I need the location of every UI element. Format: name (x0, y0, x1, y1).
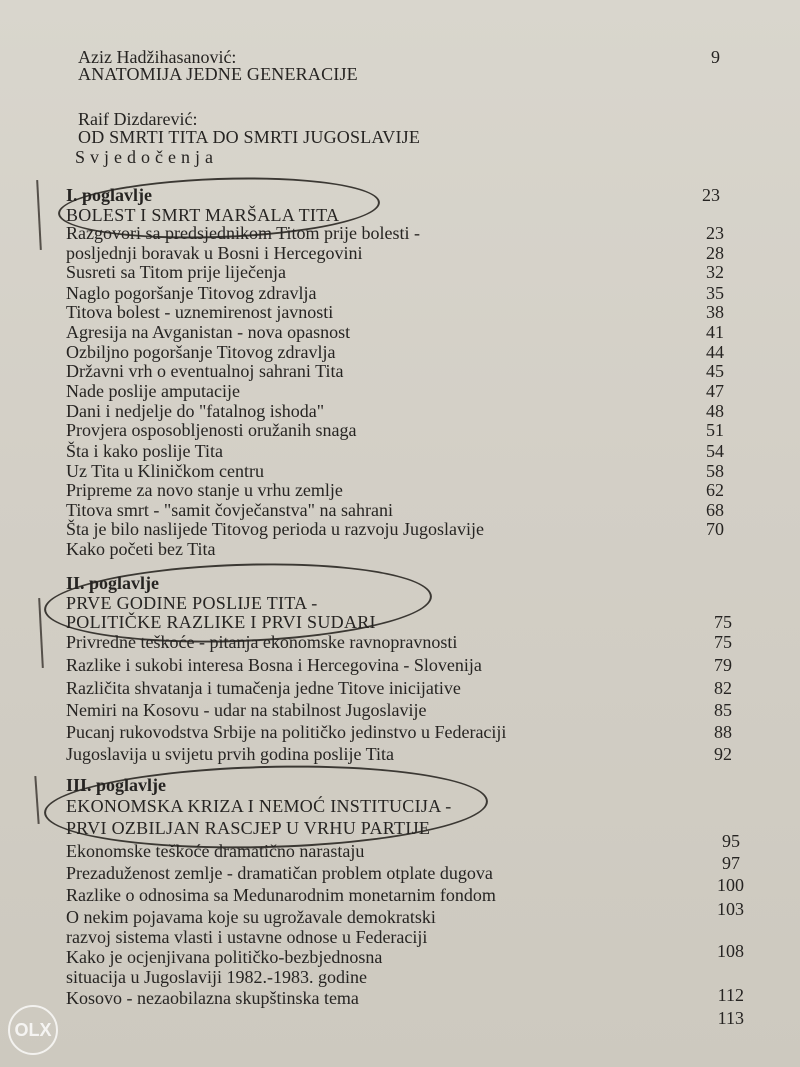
toc-entry (0, 440, 800, 462)
chapter-title (0, 795, 800, 817)
entry-text: Agresija na Avganistan - nova opasnost (66, 322, 351, 342)
entry-page: 48 (706, 401, 724, 421)
toc-entry (0, 380, 800, 402)
book-title: ANATOMIJA JEDNE GENERACIJE (78, 64, 358, 84)
page-number: 23 (702, 185, 720, 205)
entry-text: razvoj sistema vlasti i ustavne odnose u Federaciji (66, 927, 428, 947)
toc-entry (0, 699, 800, 721)
page-number: 75 (714, 612, 732, 632)
entry-text: Nade poslije amputacije (66, 381, 240, 401)
chapter-label (0, 184, 800, 206)
toc-entry (0, 538, 800, 560)
chapter-title-text: PRVI OZBILJAN RASCJEP U VRHU PARTIJE (66, 818, 431, 838)
toc-entry (0, 987, 800, 1028)
entry-page: 44 (706, 342, 724, 362)
toc-entry (0, 479, 800, 501)
entry-text: Šta je bilo naslijede Titovog perioda u razvoju Jugoslavije (66, 519, 484, 539)
entry-page: 45 (706, 361, 724, 381)
toc-entry (0, 654, 800, 676)
chapter-label-text: I. poglavlje (66, 185, 153, 205)
entry-text: Pripreme za novo stanje u vrhu zemlje (66, 480, 343, 500)
toc-line (0, 146, 800, 168)
entry-page: 112 (717, 985, 744, 1005)
entry-page: 35 (706, 283, 724, 303)
entry-text: Ozbiljno pogoršanje Titovog zdravlja (66, 342, 336, 362)
entry-page: 68 (706, 500, 724, 520)
entry-text: Susreti sa Titom prije liječenja (66, 262, 286, 282)
entry-text: Naglo pogoršanje Titovog zdravlja (66, 283, 317, 303)
toc-entry (0, 261, 800, 283)
entry-text: Uz Tita u Kliničkom centru (66, 461, 264, 481)
entry-page: 75 (714, 632, 732, 652)
entry-text: Kako je ocjenjivana političko-bezbjednosna (66, 947, 383, 967)
chapter-label (0, 774, 800, 796)
chapter-label-text: II. poglavlje (66, 573, 160, 593)
entry-page: 82 (714, 678, 732, 698)
toc-line (0, 63, 800, 85)
page-number: 95 (722, 831, 740, 851)
entry-text: Prezaduženost zemlje - dramatičan problem otplate dugova (66, 863, 493, 883)
entry-text: Nemiri na Kosovu - udar na stabilnost Jugoslavije (66, 700, 427, 720)
toc-line (0, 126, 800, 148)
book-title: OD SMRTI TITA DO SMRTI JUGOSLAVIJE (78, 127, 421, 147)
toc-entry (0, 419, 800, 441)
olx-logo-watermark: OLX (8, 1005, 58, 1055)
entry-page: 51 (706, 420, 724, 440)
entry-text: posljednji boravak u Bosni i Hercegovini (66, 243, 363, 263)
entry-text: Titova bolest - uznemirenost javnosti (66, 302, 334, 322)
entry-text: Dani i nedjelje do "fatalnog ishoda" (66, 401, 325, 421)
entry-text: Državni vrh o eventualnoj sahrani Tita (66, 361, 344, 381)
chapter-label-text: III. poglavlje (66, 775, 167, 795)
entry-page: 41 (706, 322, 724, 342)
entry-text: O nekim pojavama koje su ugrožavale demokratski (66, 907, 436, 927)
entry-page: 62 (706, 480, 724, 500)
chapter-title-text: BOLEST I SMRT MARŠALA TITA (66, 205, 340, 225)
entry-page: 113 (717, 1008, 744, 1028)
entry-page: 100 (717, 875, 744, 895)
entry-page: 58 (706, 461, 724, 481)
entry-text: Pucanj rukovodstva Srbije na političko jedinstvo u Federaciji (66, 722, 507, 742)
entry-page: 47 (706, 381, 724, 401)
chapter-title (0, 611, 800, 633)
entry-text: Jugoslavija u svijetu prvih godina poslije Tita (66, 744, 394, 764)
entry-page: 108 (717, 941, 744, 961)
book-subtitle: Svjedočenja (75, 147, 218, 167)
entry-page: 70 (706, 519, 724, 539)
toc-entry (0, 301, 800, 323)
entry-text: Privredne teškoće - pitanja ekonomske ravnopravnosti (66, 632, 458, 652)
toc-entry (0, 906, 800, 928)
toc-entry (0, 360, 800, 382)
entry-page: 32 (706, 262, 724, 282)
entry-page: 23 (706, 223, 724, 243)
entry-text: Različita shvatanja i tumačenja jedne Titove inicijative (66, 678, 461, 698)
entry-text: Razgovori sa predsjednikom Titom prije bolesti - (66, 223, 420, 243)
entry-text: Šta i kako poslije Tita (66, 441, 224, 461)
chapter-title-text: PRVE GODINE POSLIJE TITA - (66, 593, 318, 613)
toc-entry (0, 743, 800, 765)
chapter-label (0, 572, 800, 594)
entry-text: Titova smrt - "samit čovječanstva" na sahrani (66, 500, 393, 520)
entry-page: 85 (714, 700, 732, 720)
toc-entry (0, 321, 800, 343)
entry-page: 92 (714, 744, 732, 764)
toc-entry (0, 677, 800, 699)
entry-text: Kosovo - nezaobilazna skupštinska tema (66, 988, 359, 1008)
toc-entry (0, 631, 800, 653)
entry-page: 97 (722, 853, 740, 873)
author-name: Aziz Hadžihasanović: (78, 47, 237, 67)
entry-page: 88 (714, 722, 732, 742)
entry-page: 54 (706, 441, 724, 461)
chapter-title-text: EKONOMSKA KRIZA I NEMOĆ INSTITUCIJA - (66, 796, 452, 816)
chapter-title-text: POLITIČKE RAZLIKE I PRVI SUDARI (66, 612, 376, 632)
author-name: Raif Dizdarević: (78, 109, 198, 129)
entry-page: 38 (706, 302, 724, 322)
page-number: 9 (711, 47, 720, 67)
toc-entry (0, 222, 800, 244)
entry-text: situacija u Jugoslaviji 1982.-1983. godine (66, 967, 367, 987)
entry-page: 28 (706, 243, 724, 263)
entry-text: Razlike o odnosima sa Medunarodnim monetarnim fondom (66, 885, 496, 905)
entry-text: Razlike i sukobi interesa Bosna i Hercegovina - Slovenija (66, 655, 482, 675)
toc-entry (0, 946, 800, 968)
entry-text: Ekonomske teškoće dramatično narastaju (66, 841, 365, 861)
entry-text: Provjera osposobljenosti oružanih snaga (66, 420, 357, 440)
toc-entry (0, 518, 800, 540)
toc-entry (0, 721, 800, 743)
entry-page: 79 (714, 655, 732, 675)
entry-page: 103 (717, 899, 744, 919)
entry-text: Kako početi bez Tita (66, 539, 216, 559)
